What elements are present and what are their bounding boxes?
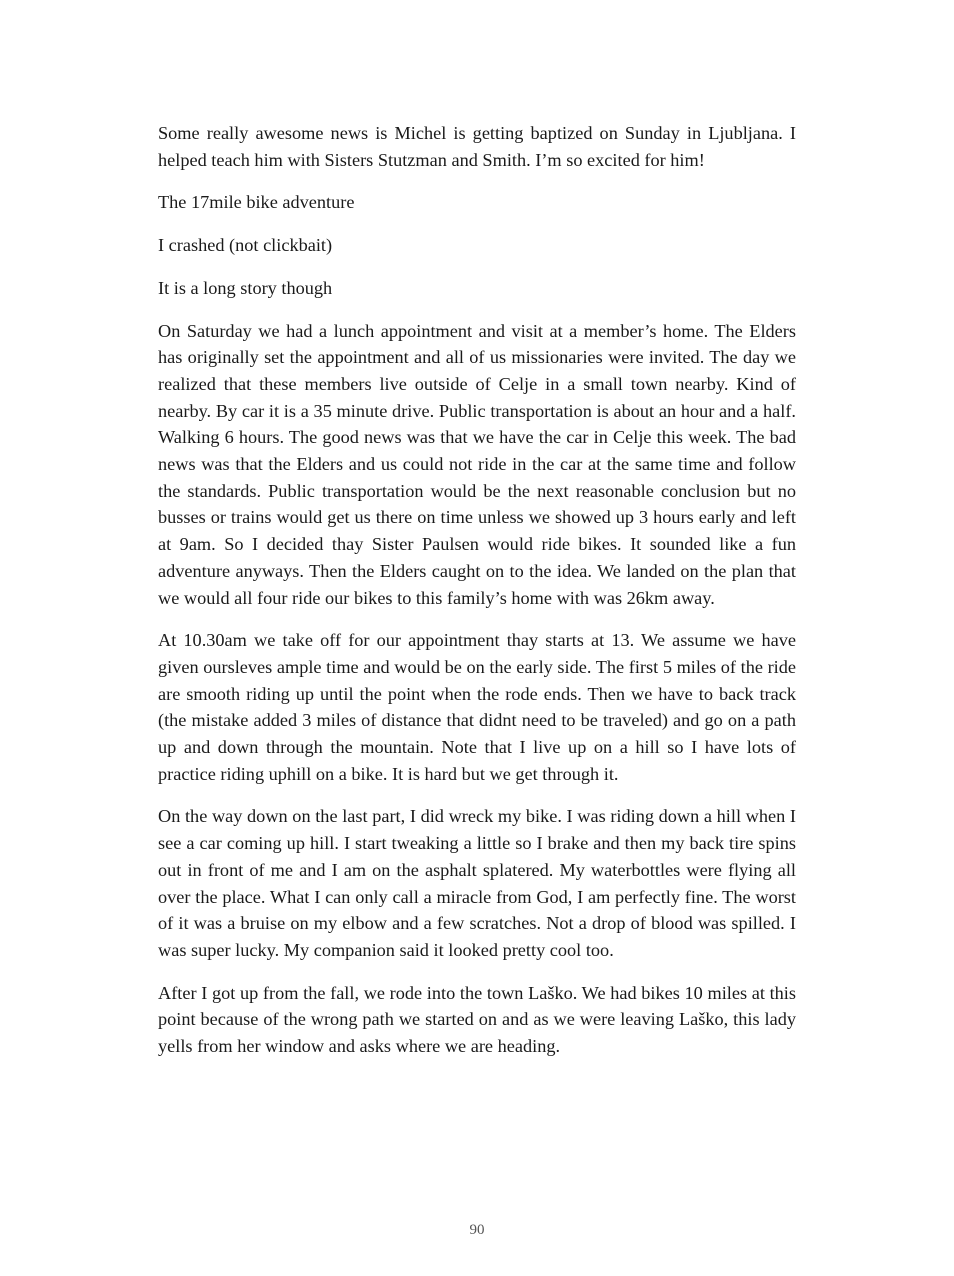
paragraph-ride-start: At 10.30am we take off for our appointment thay starts at 13. We assume we have given oursleves ample time and would be on the early side. The first 5 miles of the ride are smooth riding up until the point when the rode ends. Then we have to back track (the mistake added 3 miles of distance that didnt need to be traveled) and go on a path up and down through the mountain. Note that I live up on a hill so I have lots of practice riding uphill on a bike. It is hard but we get through it. — [158, 630, 796, 784]
paragraph-bike-adventure-title: The 17mile bike adventure — [158, 192, 355, 213]
paragraph-baptism-news: Some really awesome news is Michel is getting baptized on Sunday in Ljubljana. I helped teach him with Sisters Stutzman and Smith. I’m so excited for him! — [158, 123, 796, 170]
paragraph-long-story: It is a long story though — [158, 277, 333, 298]
paragraph-crashed: I crashed (not clickbait) — [158, 235, 333, 256]
document-page — [158, 120, 796, 1076]
paragraph-bike-wreck: On the way down on the last part, I did wreck my bike. I was riding down a hill when I see a car coming up hill. I start tweaking a little so I brake and then my back tire spins out in front of me and I am on the asphalt splatered. My waterbottles were flying all over the place. What I can only call a miracle from God, I am perfectly fine. The worst of it was a bruise on my elbow and a few scratches. Not a drop of blood was spilled. I was super lucky. My companion said it looked pretty cool too. — [158, 806, 796, 960]
paragraph-saturday-appointment: On Saturday we had a lunch appointment and visit at a member’s home. The Elders has originally set the appointment and all of us missionaries were invited. The day we realized that these members live outside of Celje in a small town nearby. Kind of nearby. By car it is a 35 minute drive. Public transportation is about an hour and a half. Walking 6 hours. The good news was that we have the car in Celje this week. The bad news was that the Elders and us could not ride in the car at the same time and follow the standards. Public transportation would be the next reasonable conclusion but no busses or trains would get us there on time unless we showed up 3 hours early and left at 9am. So I decided thay Sister Paulsen would ride bikes. It sounded like a fun adventure anyways. Then the Elders caught on to the idea. We landed on the plan that we would all four ride our bikes to this family’s home with was 26km away. — [158, 320, 796, 608]
page-number: 90 — [469, 1222, 485, 1238]
paragraph-lasko: After I got up from the fall, we rode into the town Laško. We had bikes 10 miles at this point because of the wrong path we started on and as we were leaving Laško, this lady yells from her window and asks where we are heading. — [158, 982, 796, 1057]
